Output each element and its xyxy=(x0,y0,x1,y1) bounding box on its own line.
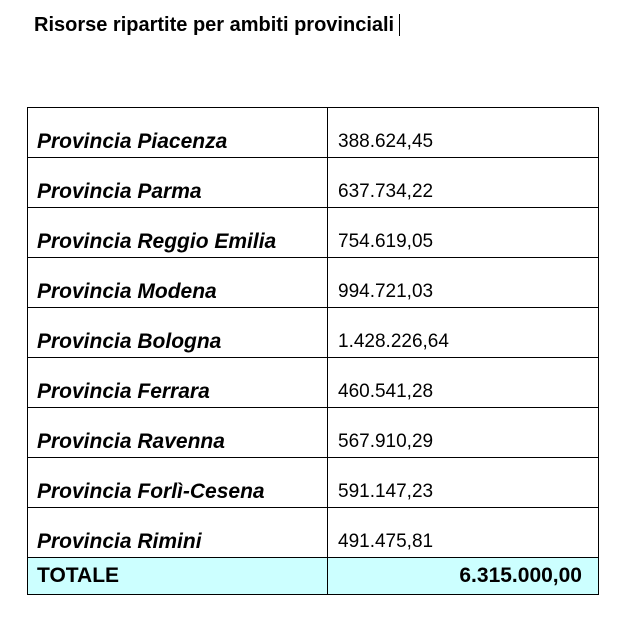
table-row xyxy=(28,358,599,408)
table-row xyxy=(28,308,599,358)
text-cursor xyxy=(399,14,400,36)
table-row xyxy=(28,208,599,258)
province-name-cell: Provincia Rimini xyxy=(28,508,328,558)
table-row xyxy=(28,158,599,208)
province-name-cell: Provincia Modena xyxy=(28,258,328,308)
province-value-cell: 491.475,81 xyxy=(328,508,599,558)
province-value-cell: 1.428.226,64 xyxy=(328,308,599,358)
provinces-table xyxy=(27,107,599,595)
province-value-cell: 460.541,28 xyxy=(328,358,599,408)
province-name-cell: Provincia Forlì-Cesena xyxy=(28,458,328,508)
province-name-cell: Provincia Ferrara xyxy=(28,358,328,408)
table-row xyxy=(28,508,599,558)
table-row xyxy=(28,108,599,158)
total-row xyxy=(28,558,599,595)
province-value-cell: 637.734,22 xyxy=(328,158,599,208)
document-title xyxy=(34,13,400,37)
province-name-cell: Provincia Parma xyxy=(28,158,328,208)
province-name-cell: Provincia Ravenna xyxy=(28,408,328,458)
province-value-cell: 388.624,45 xyxy=(328,108,599,158)
total-value-cell: 6.315.000,00 xyxy=(328,558,599,595)
province-value-cell: 567.910,29 xyxy=(328,408,599,458)
table-row xyxy=(28,258,599,308)
table-row xyxy=(28,458,599,508)
table-row xyxy=(28,408,599,458)
province-name-cell: Provincia Reggio Emilia xyxy=(28,208,328,258)
province-name-cell: Provincia Piacenza xyxy=(28,108,328,158)
province-value-cell: 994.721,03 xyxy=(328,258,599,308)
province-name-cell: Provincia Bologna xyxy=(28,308,328,358)
province-value-cell: 591.147,23 xyxy=(328,458,599,508)
province-value-cell: 754.619,05 xyxy=(328,208,599,258)
total-label-cell: TOTALE xyxy=(28,558,328,595)
document-title-text: Risorse ripartite per ambiti provinciali xyxy=(34,14,395,36)
